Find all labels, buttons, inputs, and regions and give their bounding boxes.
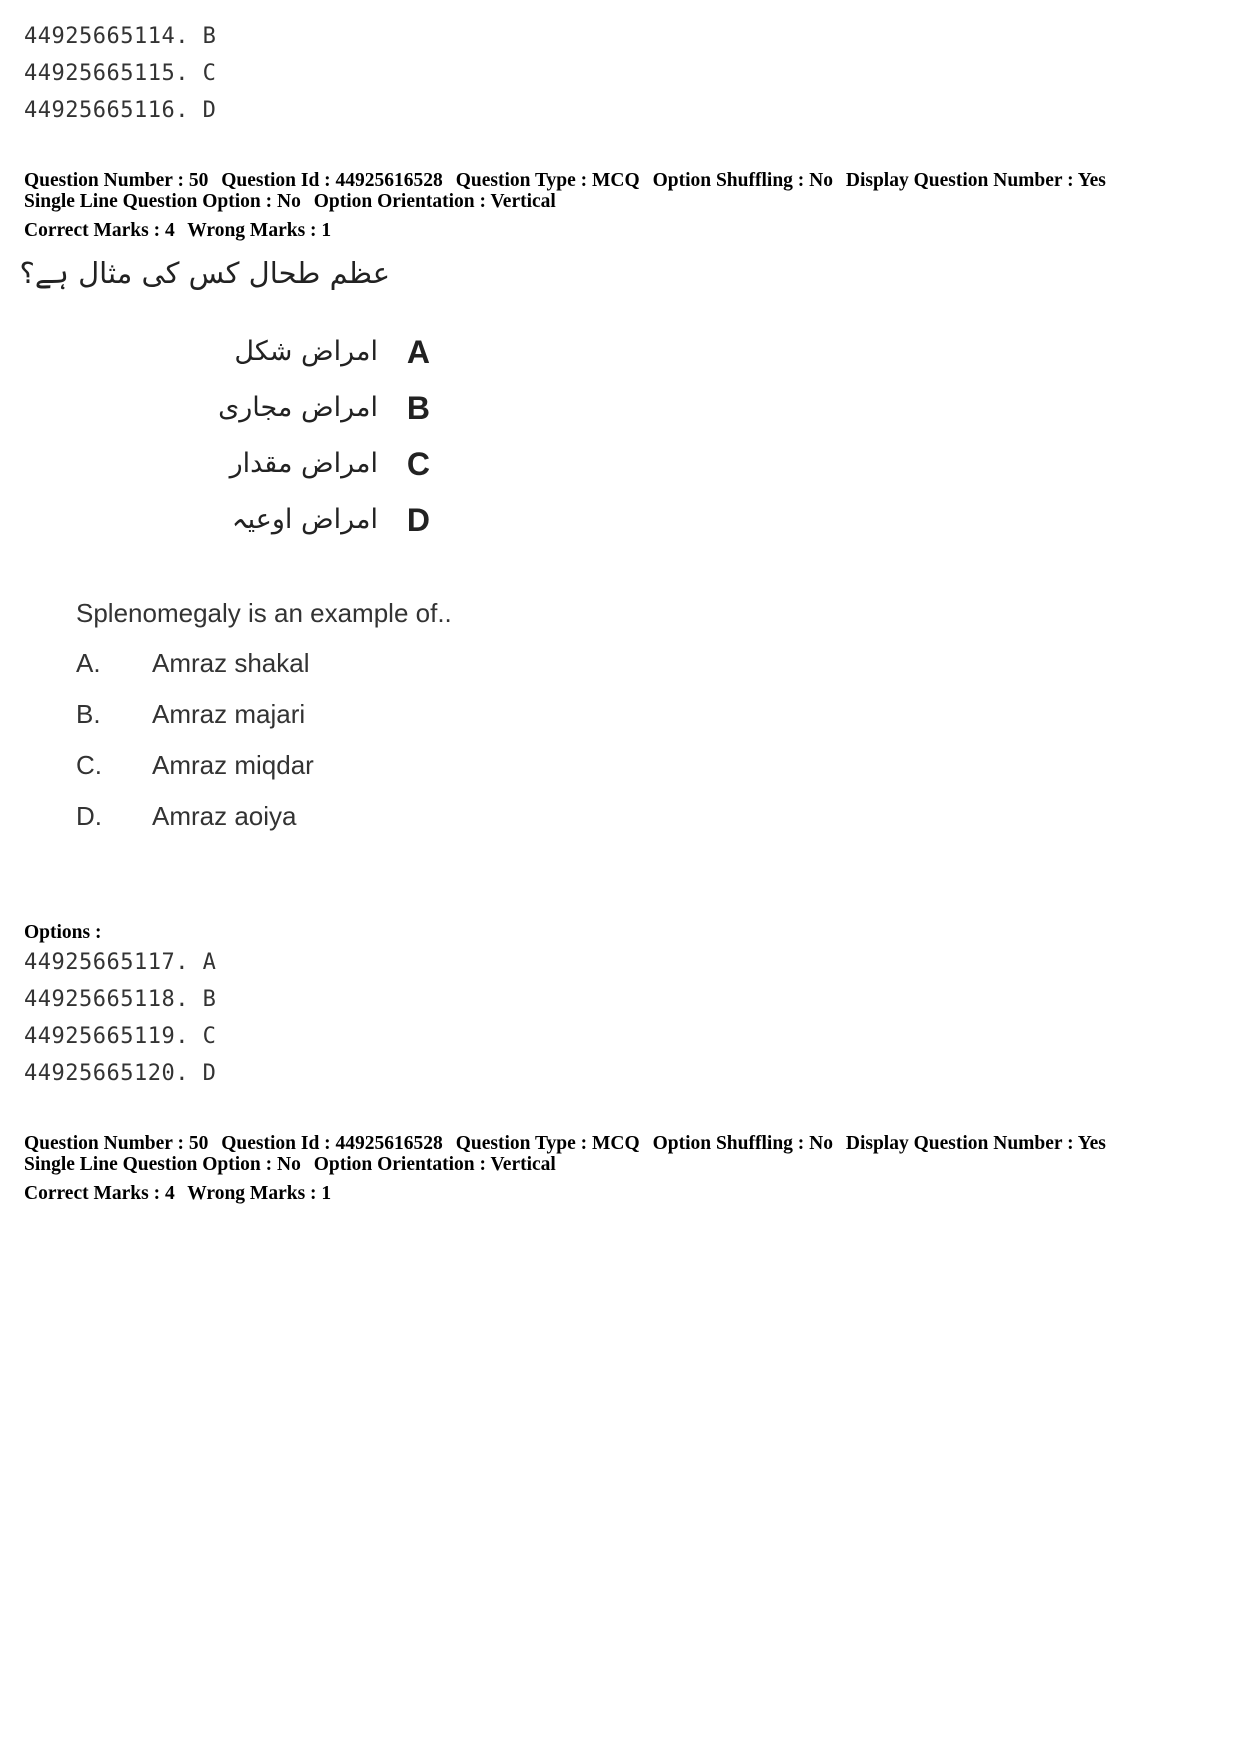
urdu-option-c <box>170 444 430 490</box>
correct-marks: Correct Marks : 4 <box>24 220 175 241</box>
urdu-option-text: امراض مقدار <box>229 448 378 479</box>
english-option-text: Amraz shakal <box>152 648 310 678</box>
english-option-letter: C. <box>76 750 102 780</box>
display-question-number: Display Question Number : Yes <box>845 170 1106 191</box>
option-shuffling: Option Shuffling : No <box>652 1133 833 1154</box>
question-number: Question Number : 50 <box>24 170 209 191</box>
urdu-option-b <box>170 388 430 434</box>
urdu-option-text: امراض مجاری <box>218 392 378 423</box>
urdu-option-letter: A <box>406 334 430 370</box>
wrong-marks: Wrong Marks : 1 <box>187 220 332 241</box>
urdu-question: عظم طحال کس کی مثال ہے؟ <box>19 256 390 290</box>
urdu-option-text: امراض اوعیہ <box>231 504 378 535</box>
english-option-letter: D. <box>76 801 102 831</box>
urdu-option-a <box>170 332 430 378</box>
single-line-option: Single Line Question Option : No <box>24 1154 301 1175</box>
correct-marks: Correct Marks : 4 <box>24 1183 175 1204</box>
urdu-option-letter: C <box>406 446 430 482</box>
english-option-c <box>76 750 314 781</box>
next-question-meta-line1 <box>24 1133 1106 1154</box>
option-c: 44925665119. C <box>24 1024 217 1049</box>
english-option-b <box>76 699 305 730</box>
option-shuffling: Option Shuffling : No <box>652 170 833 191</box>
next-question-meta-line2 <box>24 1154 556 1175</box>
question-type: Question Type : MCQ <box>455 1133 640 1154</box>
urdu-option-letter: B <box>406 390 430 426</box>
prev-option-d: 44925665116. D <box>24 98 217 123</box>
question-id: Question Id : 44925616528 <box>221 170 443 191</box>
option-b: 44925665118. B <box>24 987 217 1012</box>
single-line-option: Single Line Question Option : No <box>24 191 301 212</box>
urdu-option-letter: D <box>406 502 430 538</box>
question-image <box>19 254 510 854</box>
option-orientation: Option Orientation : Vertical <box>313 191 556 212</box>
display-question-number: Display Question Number : Yes <box>845 1133 1106 1154</box>
english-option-letter: A. <box>76 648 101 678</box>
prev-option-b: 44925665114. B <box>24 24 217 49</box>
english-option-a <box>76 648 310 679</box>
urdu-option-text: امراض شکل <box>234 336 378 367</box>
english-question: Splenomegaly is an example of.. <box>76 598 452 628</box>
english-option-text: Amraz majari <box>152 699 306 729</box>
prev-option-c: 44925665115. C <box>24 61 217 86</box>
question-meta-line2 <box>24 191 556 212</box>
option-orientation: Option Orientation : Vertical <box>313 1154 556 1175</box>
wrong-marks: Wrong Marks : 1 <box>187 1183 332 1204</box>
english-option-text: Amraz aoiya <box>152 801 297 831</box>
english-option-letter: B. <box>76 699 101 729</box>
urdu-option-d <box>170 500 430 546</box>
english-option-text: Amraz miqdar <box>152 750 314 780</box>
question-meta-line1 <box>24 170 1106 191</box>
next-question-meta-line3 <box>24 1183 331 1204</box>
question-meta-line3 <box>24 220 331 241</box>
english-option-d <box>76 801 297 832</box>
question-number: Question Number : 50 <box>24 1133 209 1154</box>
options-heading: Options : <box>24 922 102 943</box>
question-id: Question Id : 44925616528 <box>221 1133 443 1154</box>
option-a: 44925665117. A <box>24 950 217 975</box>
question-type: Question Type : MCQ <box>455 170 640 191</box>
option-d: 44925665120. D <box>24 1061 217 1086</box>
